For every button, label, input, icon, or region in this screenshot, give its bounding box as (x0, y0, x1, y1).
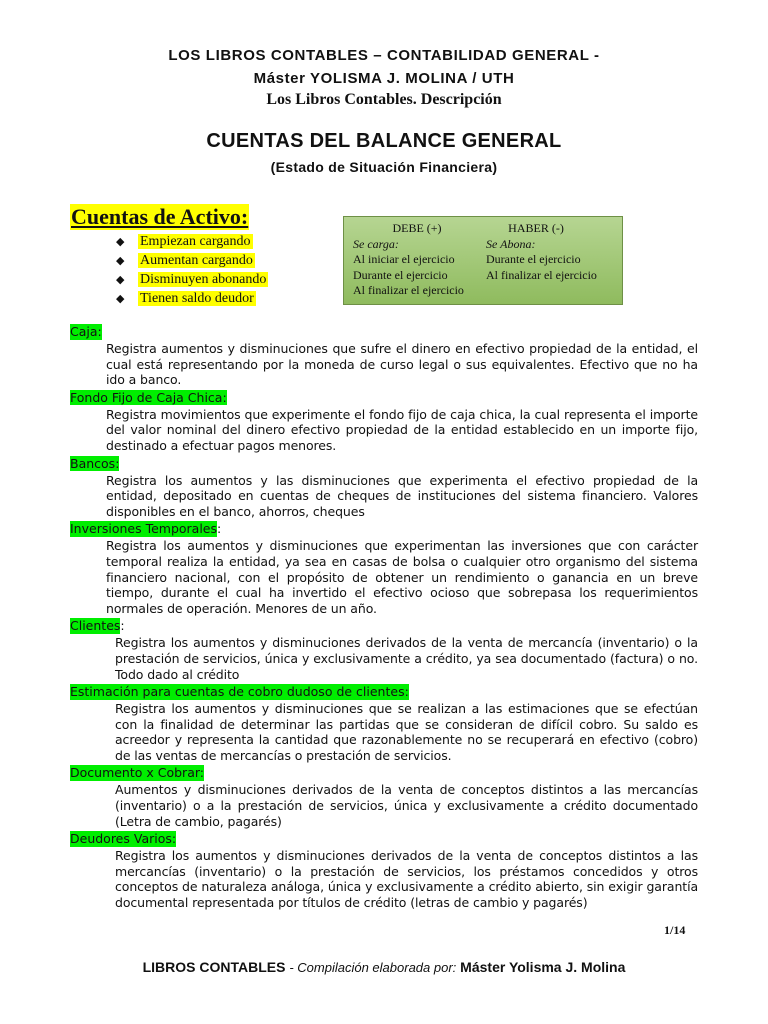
section-title: Caja: (70, 324, 102, 339)
haber-item: Durante el ejercicio (486, 252, 581, 266)
header-line-1: LOS LIBROS CONTABLES – CONTABILIDAD GENERAL - (168, 47, 600, 64)
footer-middle: - Compilación elaborada por: (289, 960, 457, 975)
section-text: Registra los aumentos y disminuciones derivados de la venta de mercancía (inventario) o la prestación de servicios, única y exclusivamente a crédito, ya sea documentado (factura) o no. Todo dado al crédito (115, 635, 698, 682)
section-title-suffix: : (217, 521, 222, 537)
section-title: Fondo Fijo de Caja Chica: (70, 389, 227, 405)
debe-header: DEBE (+) (392, 221, 442, 235)
page-number: 1/14 (664, 923, 686, 937)
debe-item: Al iniciar el ejercicio (353, 252, 455, 266)
activo-heading: Cuentas de Activo: (71, 204, 249, 229)
bullet-text: Aumentan cargando (140, 253, 253, 268)
header-line-2: Máster YOLISMA J. MOLINA / UTH (253, 70, 515, 87)
diamond-bullet-icon: ◆ (116, 255, 125, 267)
debe-column (353, 221, 481, 299)
debe-haber-box (343, 216, 623, 305)
list-item (116, 289, 268, 308)
section-text: Registra los aumentos y las disminuciones que experimenta el efectivo propiedad de la entidad, depositado en cuentas de cheques de instituciones del sistema financiero. Valores disponibles en el banco, ahorros, cheques (106, 472, 698, 519)
bullet-text: Empiezan cargando (140, 234, 251, 249)
list-item (116, 232, 268, 251)
section-clientes (70, 617, 698, 682)
diamond-bullet-icon: ◆ (116, 274, 125, 286)
section-bancos (70, 455, 698, 520)
debe-item: Durante el ejercicio (353, 267, 448, 282)
section-title: Deudores Varios: (70, 831, 177, 847)
footer-left: LIBROS CONTABLES (142, 959, 286, 975)
section-deudores (70, 830, 698, 910)
section-text: Registra aumentos y disminuciones que sufre el dinero en efectivo propiedad de la entidad, el cual está representando por la moneda de curso legal o sus equivalentes. Efectivo que no ha ido a banco. (106, 341, 698, 388)
section-text: Registra los aumentos y disminuciones derivados de la venta de conceptos distintos a las mercancías (inventario) o la prestación de servicios, los préstamos concedidos y otros conceptos de naturaleza análoga, única y exclusivamente a crédito abierto, sin exigir garantía documental representada por títulos de crédito (letras de cambio y pagarés) (115, 848, 698, 911)
section-documento (70, 764, 698, 829)
activo-bullet-list (116, 232, 268, 308)
haber-header: HABER (-) (508, 221, 564, 235)
list-item (116, 270, 268, 289)
header-line-3: Los Libros Contables. Descripción (266, 91, 502, 108)
section-text: Aumentos y disminuciones derivados de la venta de conceptos distintos a las mercancías (inventario) o a la prestación de servicios, única y exclusivamente a crédito documentado (Letra de cambio, pagarés) (115, 782, 698, 829)
bullet-text: Disminuyen abonando (140, 272, 267, 287)
bullet-text: Tienen saldo deudor (140, 291, 254, 306)
list-item (116, 251, 268, 270)
section-fondo-fijo (70, 389, 698, 454)
section-title-suffix: : (120, 618, 125, 634)
section-text: Registra los aumentos y disminuciones que experimentan las inversiones que con carácter temporal realiza la entidad, ya sea en casas de bolsa o cualquier otro organismo del sistema financiero nacional, con el propósito de obtener un rendimiento o ganancia en un breve tiempo, durante el cual ha invertido el efectivo ocioso que sobrepasa los requerimientos normales de operación. Menores de un año. (106, 538, 698, 616)
section-inversiones (70, 520, 698, 616)
debe-item: Al finalizar el ejercicio (353, 283, 464, 297)
section-title: Inversiones Temporales (70, 521, 218, 537)
section-title: Clientes (70, 618, 121, 634)
footer (0, 959, 768, 975)
diamond-bullet-icon: ◆ (116, 293, 125, 305)
section-title: Bancos: (70, 455, 120, 471)
section-text: Registra los aumentos y disminuciones que se realizan a las estimaciones que se efectúan con la finalidad de determinar las partidas que se consideran de difícil cobro. Su saldo es acreedor y representa la cantidad que razonablemente no se recuperará en efectivo (cobro) de las ventas de mercancías o prestación de servicios. (115, 701, 698, 763)
haber-item: Al finalizar el ejercicio (486, 267, 597, 282)
footer-right: Máster Yolisma J. Molina (460, 959, 626, 975)
section-estimacion (70, 683, 698, 763)
diamond-bullet-icon: ◆ (116, 236, 125, 248)
haber-column (486, 221, 597, 283)
page-title: CUENTAS DEL BALANCE GENERAL (206, 130, 562, 152)
section-title: Estimación para cuentas de cobro dudoso de clientes: (70, 684, 409, 700)
page-subtitle: (Estado de Situación Financiera) (270, 159, 498, 175)
section-title: Documento x Cobrar: (70, 765, 204, 781)
accounts-list (70, 323, 698, 912)
section-text: Registra movimientos que experimente el fondo fijo de caja chica, la cual representa el importe del valor nominal del dinero efectivo propiedad de la entidad establecido en un importe fijo, destinado a efectuar pagos menores. (106, 406, 698, 453)
haber-subheader: Se Abona: (486, 236, 536, 251)
section-caja (70, 323, 698, 388)
debe-subheader: Se carga: (353, 236, 399, 251)
